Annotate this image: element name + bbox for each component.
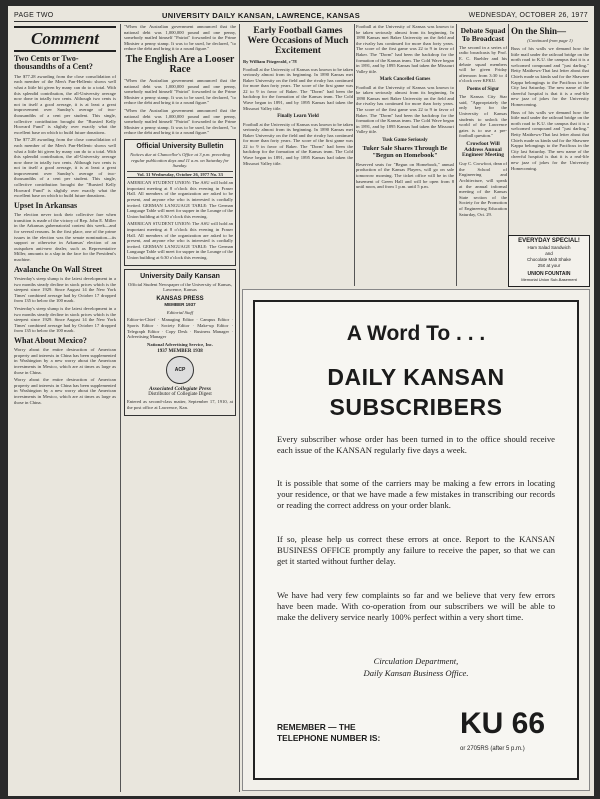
ad-signature-1: Circulation Department,: [373, 656, 459, 666]
football-body: Football at the University of Kansas was known to be taken seriously almost from its beginning. In 1890 Kansas met Baker University on the field and the rivalry has continued for more than forty years. The score of the first game was 22 to 9 in favor of Baker. The "Dorm" had been the backdrop for the formation of the Kansas team. The Cold Wave began in 1891, and by 1895 Kansas had taken the Missouri Valley title.: [243, 66, 353, 111]
ad-word-to: A Word To . . .: [346, 322, 486, 345]
debate-headline: Debate Squad To Broadcast: [460, 26, 506, 43]
comment-headline-4: What About Mexico?: [14, 335, 87, 345]
football-sub-3: Tusk Game Seriously: [382, 137, 428, 143]
staff-body: Editor-in-Chief · Managing Editor · Campus Editor · Sports Editor · Society Editor · Make-up Editor · Telegraph Editor · Copy Desk · Business Manager · Advertising Manager: [127, 317, 233, 340]
kansas-press-logo: KANSAS PRESS MEMBER 1937: [156, 295, 204, 307]
comment-body-4: Worry about the entire destruction of American property and interests in China has been supplemented in Washington by a new worry about the American investments in Mexico, which are at times as large as those in China.: [14, 347, 116, 375]
tucker-headline: Tuker Sale Shares Through Be "Begun on Homebook": [362, 145, 448, 159]
bulletin-body-b: AMERICAN STUDENT UNION: The ASU will hold an important meeting at 8 o'clock this evening in Fraser Hall. All members of the organization are asked to be present, and anyone else who is interested is cordially invited. GERMAN LANGUAGE TABLE: The German Language Table will meet for supper in the Lounge of the Union building at 6:30 o'clock this evening.: [127, 221, 233, 260]
comment-heading: Comment: [14, 26, 116, 52]
newspaper-page: [8, 6, 594, 796]
editorial-column: [124, 24, 236, 792]
ad-headline-1: DAILY KANSAN: [327, 364, 505, 390]
comment-body-3: Yesterday's steep slump is the latest development in a two months steady decline in stock prices which is the steepest since 1929. Since August 14 the New York Times' combined average had by October 17 dropped from 135 to below the 100 mark.: [14, 275, 116, 304]
ad-remember: REMEMBER — THE TELEPHONE NUMBER IS:: [277, 722, 381, 743]
bulletin-subtitle: Notices due at Chancellor's Office at 3 p.m. preceding regular publication days and 11 a.m. on Saturday for Sunday.: [130, 151, 230, 169]
english-lead: "When the Australian government announced that the national debt was 1,000,000 pound and one penny, somebody mailed himself "Patriot" forwarded to the Prime Minister a penny stamp. It was to be used, he declared, "to reduce the debt and bring it to a round figure.": [124, 24, 236, 52]
official-bulletin: [124, 139, 236, 266]
special-item-1: Ham Salad Sandwich: [527, 245, 571, 250]
comment-body-2: The election never took their collective fare when transition is made of the victory of Rep. John E. Miller in the Arkansas gubernatorial contest this week—and for several reasons. In the first place, one of the prime issues in the election was the senate nomination—its support or otherwise in Arkansas' election of an outspoken anti-new dealer, such as Representative Miller, amounts to a slap in the face for the President's machine.: [14, 212, 116, 262]
page-number: PAGE TWO: [14, 11, 54, 19]
tucker-body: Reserved seats for "Begun on Homebook," annual production of the Kansas Players, will go on sale tomorrow morning. The ticket office will be in the basement of Green Hall and will be open from 8 until noon, and from 1 p.m. until 5 p.m.: [356, 161, 454, 190]
column-rule: [456, 24, 457, 286]
paper-title: UNIVERSITY DAILY KANSAN, LAWRENCE, KANSAS: [162, 10, 361, 20]
football-body-c: Football at the University of Kansas was known to be taken seriously almost from its beginning. In 1890 Kansas met Baker University on the field and the rivalry has continued for more than forty years. The score of the first game was 22 to 9 in favor of Baker. The "Dorm" had been the backdrop for the formation of the Kansas team. The Cold Wave began in 1891, and by 1895 Kansas had taken the Missouri Valley title.: [356, 24, 454, 74]
everyday-special-ad: [508, 235, 590, 287]
comment-body-1: The $77.28 awarding from the close consolidation of each member of the Men's Pan-Hellenic shows well what a little bit given by many can do to a total. With this splendid contribution, the all-University average now done in totally two cents. Although two cents is not in itself a good average, it is at least a great improvement over Sunday's average of two-thousandths of a cent per student. This single, collective contribution brought the "Bursted Kelly Hoovard Fund" is slightly over exactly what the excellent base on which to build future donations.: [14, 73, 116, 135]
comment-body-3b: Yesterday's steep slump is the latest development in a two months steady decline in stock prices which is the steepest since 1929. Since August 14 the New York Times' combined average had by October 17 dropped from 135 to below the 100 mark.: [14, 305, 116, 334]
masthead: [14, 9, 588, 22]
bulletin-title: Official University Bulletin: [136, 142, 224, 150]
collegiate-press-seal-icon: ACP: [166, 356, 194, 384]
ad-headline-2: SUBSCRIBERS: [329, 394, 503, 420]
special-store: UNION FOUNTAIN: [527, 271, 571, 277]
issue-date: WEDNESDAY, OCTOBER 26, 1977: [468, 11, 588, 19]
english-body-b: "When the Australian government announced that the national debt was 1,000,000 pound and one penny, somebody mailed himself "Patriot" forwarded to the Prime Minister a penny stamp. It was to be used, he declared, "to reduce the debt and bring it to a round figure.": [124, 107, 236, 136]
column-rule: [239, 24, 240, 792]
comment-body-4b: Worry about the entire destruction of American property and interests in China has been supplemented in Washington by a new worry about the American investments in Mexico, which are at times as large as those in China.: [14, 377, 116, 405]
ad-paragraph-4: We have had very few complaints so far and we believe that very few errors have been made. With co-operation from our subscribers we will be able to make the delivery service nearly 100% perfect within a very short time.: [277, 590, 555, 622]
football-byline: By William Fitzgerald, c'78: [243, 58, 297, 64]
crowfoot-body: Guy C. Crowfoot, dean of the School of Engineering and Architecture, will speak at the annual informal meeting of the Kansas State section of the Society for the Promotion of Engineering Education Saturday, Oct. 29.: [459, 161, 507, 217]
ad-frame: [253, 300, 579, 780]
debate-article: [459, 24, 507, 286]
comment-headline-2: Upset In Arkansas: [14, 200, 78, 210]
special-item-and: and: [545, 251, 553, 256]
shin-headline: On the Shin—: [511, 26, 567, 36]
bulletin-body: AMERICAN STUDENT UNION: The ASU will hold an important meeting at 8 o'clock this evening in Fraser Hall. All members of the organization are asked to be present, and anyone else who is interested is cordially invited. GERMAN LANGUAGE TABLE: The German Language Table will meet for supper in the Lounge of the Union building at 6:30 o'clock this evening.: [127, 180, 233, 219]
football-body-d: Football at the University of Kansas was known to be taken seriously almost from its beginning. In 1890 Kansas met Baker University on the field and the rivalry has continued for more than forty years. The score of the first game was 22 to 9 in favor of Baker. The "Dorm" had been the backdrop for the formation of the Kansas team. The Cold Wave began in 1891, and by 1895 Kansas had taken the Missouri Valley title.: [356, 84, 454, 135]
column-rule: [120, 24, 121, 792]
football-article: [243, 24, 353, 286]
shin-byline: (Continued from page 1): [527, 38, 573, 44]
kansan-staff-box: [124, 269, 236, 416]
special-item-2: Chocolate Malt Shake: [526, 257, 572, 262]
debate-body: The second in a series of radio broadcasts by Prof. E. C. Buehler and his debate squad members will be given Friday afternoon from 3:30 to 4 o'clock over KFKU.: [459, 44, 507, 84]
ad-phone-number: KU 66: [460, 707, 546, 740]
poems-subhead: Poems of Sigur: [466, 86, 500, 92]
football-sub-1: Finally Learn Yield: [277, 114, 319, 120]
subscriber-advertisement: [242, 289, 590, 791]
entry-notice: Entered as second-class matter, September 17, 1910, at the post office at Lawrence, Kan.: [127, 399, 233, 410]
national-ad-service: National Advertising Service, Inc.: [147, 341, 213, 347]
ad-after-hours: or 2705RS (after 5 p.m.): [460, 746, 525, 752]
crowfoot-headline: Crowfoot Will Address Annual Engineer Meeting: [462, 140, 504, 159]
football-headline: Early Football Games Were Occasions of Much Excitement: [247, 26, 349, 56]
special-price: 25¢ at your: [537, 263, 561, 268]
football-sub-2: Mark Cancelled Games: [379, 77, 431, 83]
ad-paragraph-1: Every subscriber whose order has been turned in to the office should receive each issue of the KANSAN regularly five days a week.: [277, 434, 555, 455]
english-body: "When the Australian government announced that the national debt was 1,000,000 pound and one penny, somebody mailed himself "Patriot" forwarded to the Prime Minister a penny stamp. It was to be used, he declared, "to reduce the debt and bring it to a round figure.": [124, 77, 236, 106]
english-headline: The English Are a Looser Race: [125, 53, 235, 76]
shin-body-b: Buss of his walls we demand how the little mail under the railroad bridge on the north road to K.U. the campus that it is a welcomed compound and "just darling." Betty Matthews-That last letter about that Chiefs made us kinda sad for the Shawnee Kappa belongings to the Pacificus in the City last Saturday. The new name of the cheerful hospital is that it is a real-life new jazz of jokes for the University Homecoming.: [511, 109, 589, 171]
special-title: EVERYDAY SPECIAL!: [518, 238, 580, 244]
kansan-subtitle: Official Student Newspaper of the University of Kansas, Lawrence, Kansas: [127, 281, 232, 293]
distributor: Distributor of Collegiate Digest: [148, 392, 212, 398]
comment-column: [14, 24, 116, 792]
football-continued: [356, 24, 454, 286]
ad-paragraph-3: If so, please help us correct these errors at once. Report to the KANSAN BUSINESS OFFICE promptly any failure to receive the paper, so that we can get it started without further delay.: [277, 534, 555, 566]
seal-years: 1937 MEMBER 1938: [157, 349, 203, 355]
comment-headline-3: Avalanche On Wall Street: [14, 264, 103, 274]
kansan-title: University Daily Kansan: [140, 272, 220, 280]
comment-headline-1: Two Cents or Two-thousandths of a Cent?: [14, 54, 93, 72]
ad-paragraph-2: It is possible that some of the carriers may be making a few errors in locating your residence, or that we have made a few mistakes in transcribing our records or reading the correct address on your order blank.: [277, 478, 555, 510]
collegiate-press: Associated Collegiate Press: [148, 386, 212, 393]
bulletin-meta: Vol. 31 Wednesday, October 26, 1977 No. 33: [127, 171, 233, 179]
shin-column: [511, 24, 589, 232]
special-location: Memorial Union Sub-Basement: [521, 277, 577, 282]
ad-headline: [255, 362, 577, 422]
comment-body-1b: The $77.28 awarding from the close consolidation of each member of the Men's Pan-Hellenic shows well what a little bit given by many can do to a total. With this splendid contribution, the all-University average now done in totally two cents. Although two cents is not in itself a good average, it is at least a great improvement over Sunday's average of two-thousandths of a cent per student. This single, collective contribution brought the "Bursted Kelly Hoovard Fund" is slightly over exactly what the excellent base on which to build future donations.: [14, 137, 116, 199]
football-body-b: Football at the University of Kansas was known to be taken seriously almost from its beginning. In 1890 Kansas met Baker University on the field and the rivalry has continued for more than forty years. The score of the first game was 22 to 9 in favor of Baker. The "Dorm" had been the backdrop for the formation of the Kansas team. The Cold Wave began in 1891, and by 1895 Kansas had taken the Missouri Valley title.: [243, 121, 353, 166]
shin-body: Buss of his walls we demand how the little mail under the railroad bridge on the north road to K.U. the campus that it is a welcomed compound and "just darling." Betty Matthews-That last letter about that Chiefs made us kinda sad for the Shawnee Kappa belongings to the Pacificus in the City last Saturday. The new name of the cheerful hospital is that it is a real-life new jazz of jokes for the University Homecoming.: [511, 46, 589, 107]
column-rule: [354, 24, 355, 286]
staff-header: Editorial Staff: [166, 309, 194, 315]
debate-body-2: The Kansas City Star said, "Appropriately the only key for the University of Kansas students to unlock the world of the Lawrence gates is to use a pre-football question.": [459, 94, 507, 139]
ad-signature-2: Daily Kansan Business Office.: [363, 668, 469, 678]
